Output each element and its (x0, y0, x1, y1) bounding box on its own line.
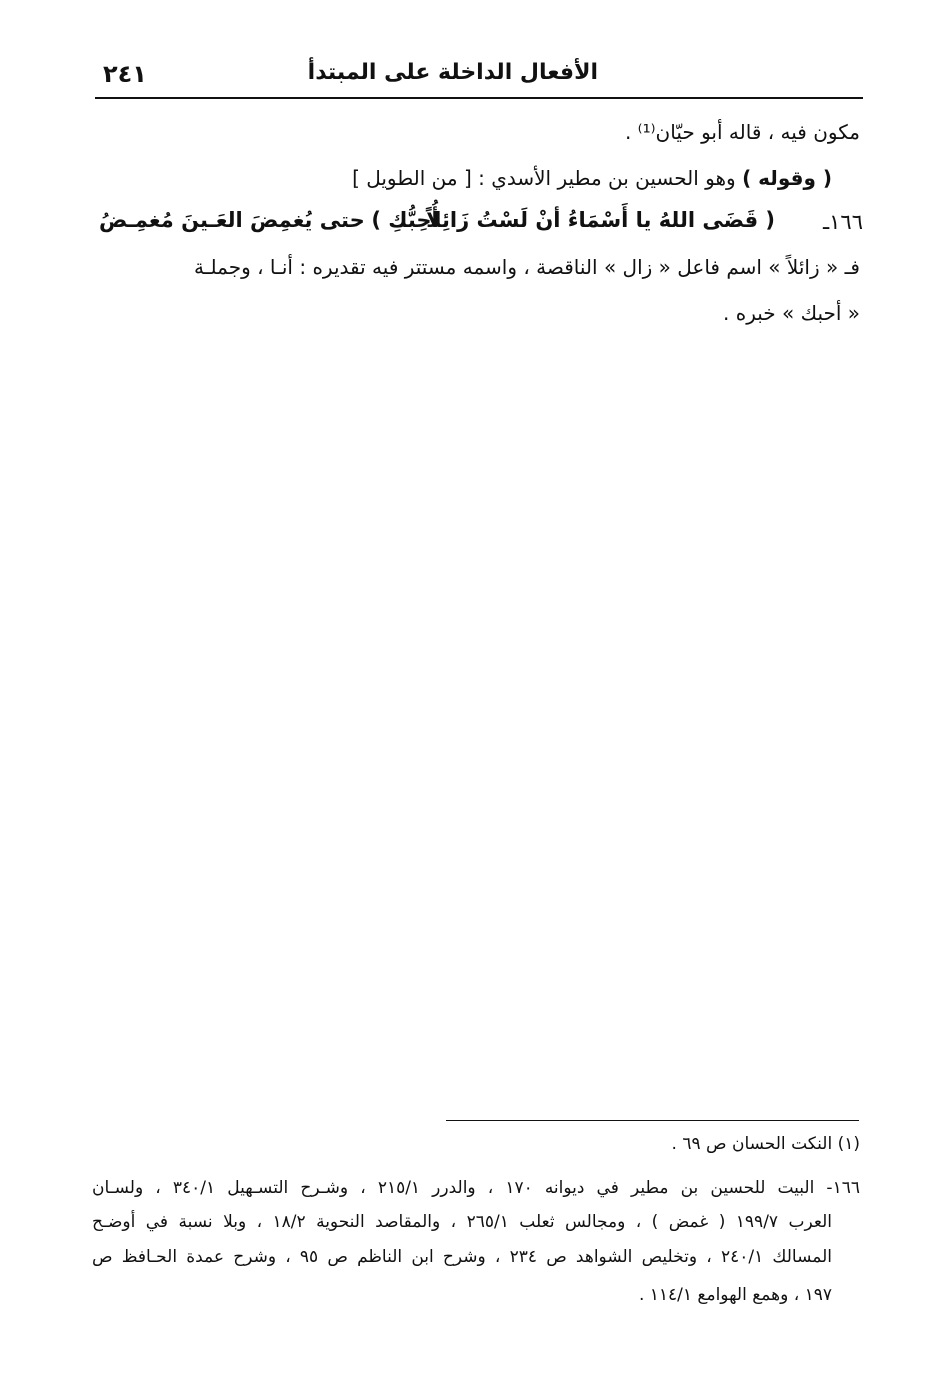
page-header (95, 58, 863, 98)
verse-second-hemistich-bold: أُحِبُّكِ ) (371, 208, 439, 232)
verse-166 (95, 206, 863, 242)
header-rule (95, 97, 863, 99)
body-line-4: فـ « زائلاً » اسم فاعل « زال » الناقصة ، واسمه مستتر فيه تقديره : أنـا ، وجملـة (193, 255, 860, 279)
footnote-rule (446, 1120, 859, 1121)
page-number: ٢٤١ (103, 60, 147, 88)
body-line-5: « أحبك » خبره . (723, 301, 860, 325)
footnote-166-line-2: العرب ١٩٩/٧ ( غمض ) ، ومجالس ثعلب ٢٦٥/١ ، والمقاصد النحوية ١٨/٢ ، وبلا نسبة في أوضـح (92, 1212, 832, 1232)
verse-number: ١٦٦ـ (823, 210, 863, 234)
body-line-1: مكون فيه ، قاله أبو حيّان⁽¹⁾ . (624, 120, 860, 144)
footnote-166-line-4: ١٩٧ ، وهمع الهوامع ١١٤/١ . (638, 1285, 832, 1305)
verse-second-hemistich (99, 210, 439, 231)
verse-first-hemistich: ( قَضَى اللهُ يا أَسْمَاءُ أنْ لَسْتُ زَائِلاً (426, 208, 775, 232)
footnote-166-line-1: ١٦٦- البيت للحسين بن مطير في ديوانه ١٧٠ ، والدرر ٢١٥/١ ، وشـرح التسـهيل ٣٤٠/١ ، ولسـان (92, 1178, 860, 1198)
running-head: الأفعال الداخلة على المبتدأ (307, 60, 598, 85)
footnote-1: (١) النكت الحسان ص ٦٩ . (671, 1134, 860, 1154)
body-line-2 (352, 168, 832, 188)
verse-attribution: وهو الحسين بن مطير الأسدي : [ من الطويل ] (352, 166, 736, 190)
quote-marker: ( وقوله ) (742, 166, 832, 190)
footnote-166-line-3: المسالك ٢٤٠/١ ، وتخليص الشواهد ص ٢٣٤ ، وشرح ابن الناظم ص ٩٥ ، وشرح عمدة الحـافظ ص (92, 1247, 832, 1267)
verse-second-hemistich-rest: حتى يُغمِضَ العَـينَ مُغمِـضُ (99, 208, 365, 232)
